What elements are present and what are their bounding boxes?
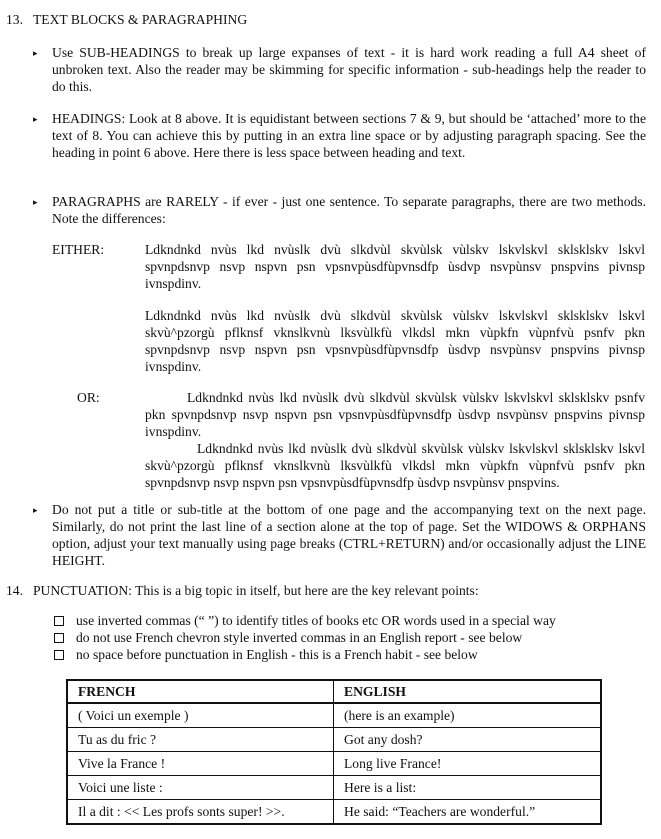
french-cell: Vive la France ! (67, 752, 334, 776)
table-row (67, 703, 601, 728)
section-number: 13. (6, 12, 23, 27)
column-header-french: FRENCH (67, 680, 334, 703)
either-label: EITHER: (52, 242, 105, 257)
checklist-item (54, 629, 522, 646)
checklist-item-text: use inverted commas (“ ”) to identify titles of books etc OR words used in a special way (76, 613, 556, 628)
french-cell: ( Voici un exemple ) (67, 703, 334, 728)
section-title: PUNCTUATION: This is a big topic in itself, but here are the key relevant points: (33, 583, 479, 598)
bullet-marker-icon: ▸ (33, 48, 38, 58)
english-cell: He said: “Teachers are wonderful.” (334, 800, 602, 825)
bullet-paragraph: HEADINGS: Look at 8 above. It is equidistant between sections 7 & 9, but should be ‘attached’ more to the text of 8. You can achieve this by putting in an extra line space or by adjusting paragraph spacing. See the heading in point 6 above. Here there is less space between heading and text. (52, 111, 646, 160)
or-example-paragraph: Ldkndnkd nvùs lkd nvùslk dvù slkdvùl skvùlsk vùlskv lskvlskvl sklsklskv psnfv pkn spvnpdsnvp nsvp nspvn psn vpsnvpùsdfùpvnsdfp ùsdvp nsvpùnsv pnspvins pivnsp ivnspdinv. (145, 390, 645, 439)
section-14-heading (6, 582, 479, 599)
checklist-item-text: do not use French chevron style inverted commas in an English report - see below (76, 630, 523, 645)
checklist-item (54, 646, 478, 663)
table-row (67, 752, 601, 776)
bullet-marker-icon: ▸ (33, 114, 38, 124)
table-row (67, 800, 601, 825)
section-title: TEXT BLOCKS & PARAGRAPHING (33, 12, 248, 27)
english-cell: Long live France! (334, 752, 602, 776)
table-header-row (67, 680, 601, 703)
checkbox-square-icon (54, 616, 64, 626)
checklist-item (54, 612, 556, 629)
english-cell: Got any dosh? (334, 728, 602, 752)
bullet-marker-icon: ▸ (33, 197, 38, 207)
table-row (67, 776, 601, 800)
column-header-english: ENGLISH (334, 680, 602, 703)
or-example-paragraph: Ldkndnkd nvùs lkd nvùslk dvù slkdvùl skvùlsk vùlskv lskvlskvl sklsklskv lskvl skvù^pzorgù pflknsf vknslkvnù lksvùlkfù vlkdsl mkn vùpkfn vùpnfvù psnfv pkn spvnpdsnvp nsvp nspvn psn vpsnvpùsdfùpvnsdfp ùsdvp nsvpùnsv pnspvins. (145, 441, 645, 490)
or-label: OR: (77, 390, 100, 405)
bullet-paragraph: Do not put a title or sub-title at the bottom of one page and the accompanying text on the next page. Similarly, do not print the last line of a section alone at the top of page. Set the WIDOWS & ORPHANS option, adjust your text manually using page breaks (CTRL+RETURN) and/or occasionally adjust the LINE HEIGHT. (52, 502, 646, 568)
french-cell: Tu as du fric ? (67, 728, 334, 752)
french-english-punctuation-table (66, 679, 602, 825)
section-13-heading (6, 11, 247, 28)
checklist-item-text: no space before punctuation in English - this is a French habit - see below (76, 647, 478, 662)
bullet-marker-icon: ▸ (33, 505, 38, 515)
checkbox-square-icon (54, 633, 64, 643)
either-example-paragraph: Ldkndnkd nvùs lkd nvùslk dvù slkdvùl skvùlsk vùlskv lskvlskvl sklsklskv lskvl spvnpdsnvp nsvp nspvn psn vpsnvpùsdfùpvnsdfp ùsdvp nsvpùnsv pnspvins pivnsp ivnspdinv. (145, 242, 645, 291)
english-cell: (here is an example) (334, 703, 602, 728)
checkbox-square-icon (54, 650, 64, 660)
bullet-paragraph: Use SUB-HEADINGS to break up large expanses of text - it is hard work reading a full A4 sheet of unbroken text. Also the reader may be skimming for specific information - sub-headings help the reader to do this. (52, 45, 646, 94)
french-cell: Voici une liste : (67, 776, 334, 800)
either-example-paragraph: Ldkndnkd nvùs lkd nvùslk dvù slkdvùl skvùlsk vùlskv lskvlskvl sklsklskv lskvl skvù^pzorgù pflknsf vknslkvnù lksvùlkfù vlkdsl mkn vùpkfn vùpnfvù psnfv pkn spvnpdsnvp nsvp nspvn psn vpsnvpùsdfùpvnsdfp ùsdvp nsvpùnsv pnspvins pivnsp ivnspdinv. (145, 308, 645, 374)
table-row (67, 728, 601, 752)
english-cell: Here is a list: (334, 776, 602, 800)
french-cell: Il a dit : << Les profs sonts super! >>. (67, 800, 334, 825)
section-number: 14. (6, 583, 23, 598)
bullet-paragraph: PARAGRAPHS are RARELY - if ever - just one sentence. To separate paragraphs, there are two methods. Note the differences: (52, 194, 646, 226)
